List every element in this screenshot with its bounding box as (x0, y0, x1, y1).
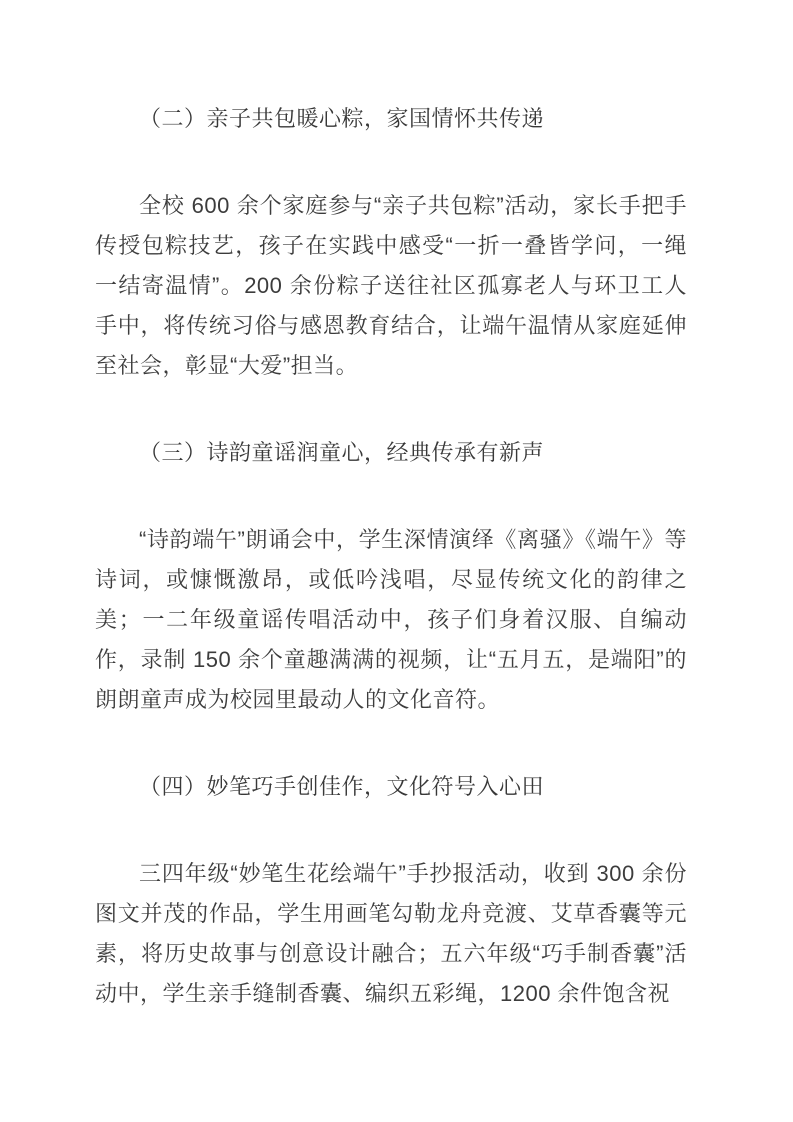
section-2-heading: （二）亲子共包暖心粽，家国情怀共传递 (139, 106, 545, 131)
section-4 (95, 767, 687, 1014)
section-2-paragraph: 全校 600 余个家庭参与“亲子共包粽”活动，家长手把手传授包粽技艺，孩子在实践中感受“一折一叠皆学问，一绳一结寄温情”。200 余份粽子送往社区孤寡老人与环卫工人手中，将传统习俗与感恩教育结合，让端午温情从家庭延伸至社会，彰显“大爱”担当。 (95, 193, 687, 378)
section-4-heading: （四）妙笔巧手创佳作，文化符号入心田 (139, 774, 545, 799)
section-3-heading: （三）诗韵童谣润童心，经典传承有新声 (139, 440, 545, 465)
section-4-paragraph: 三四年级“妙笔生花绘端午”手抄报活动，收到 300 余份图文并茂的作品，学生用画笔勾勒龙舟竞渡、艾草香囊等元素，将历史故事与创意设计融合；五六年级“巧手制香囊”活动中，学生亲手缝制香囊、编织五彩绳，1200 余件饱含祝 (95, 861, 687, 1006)
section-2 (95, 99, 687, 386)
section-3 (95, 433, 687, 720)
section-3-paragraph: “诗韵端午”朗诵会中，学生深情演绎《离骚》《端午》等诗词，或慷慨激昂，或低吟浅唱，尽显传统文化的韵律之美；一二年级童谣传唱活动中，孩子们身着汉服、自编动作，录制 150 余个童趣满满的视频，让“五月五，是端阳”的朗朗童声成为校园里最动人的文化音符。 (95, 527, 687, 712)
